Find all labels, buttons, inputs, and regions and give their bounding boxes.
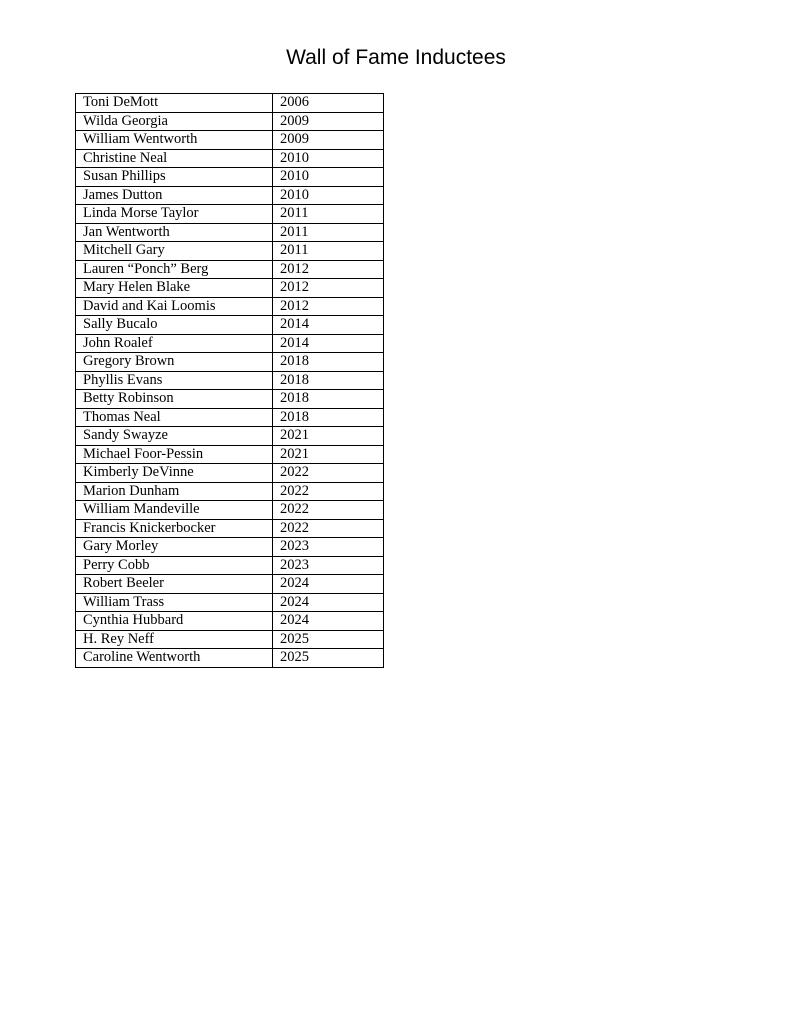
- inductees-table: [75, 93, 384, 668]
- induction-year: 2011: [273, 223, 384, 242]
- page-title: Wall of Fame Inductees: [286, 46, 506, 69]
- induction-year: 2018: [273, 390, 384, 409]
- table-row: [76, 612, 384, 631]
- induction-year: 2014: [273, 334, 384, 353]
- table-row: [76, 112, 384, 131]
- induction-year: 2009: [273, 112, 384, 131]
- table-row: [76, 316, 384, 335]
- induction-year: 2018: [273, 408, 384, 427]
- table-row: [76, 556, 384, 575]
- induction-year: 2025: [273, 649, 384, 668]
- induction-year: 2024: [273, 593, 384, 612]
- inductee-name: Susan Phillips: [76, 168, 273, 187]
- inductee-name: William Trass: [76, 593, 273, 612]
- table-row: [76, 279, 384, 298]
- table-row: [76, 131, 384, 150]
- table-row: [76, 242, 384, 261]
- inductee-name: Robert Beeler: [76, 575, 273, 594]
- table-row: [76, 593, 384, 612]
- induction-year: 2024: [273, 575, 384, 594]
- induction-year: 2012: [273, 260, 384, 279]
- induction-year: 2021: [273, 427, 384, 446]
- table-row: [76, 223, 384, 242]
- table-row: [76, 501, 384, 520]
- induction-year: 2012: [273, 279, 384, 298]
- induction-year: 2022: [273, 482, 384, 501]
- induction-year: 2022: [273, 519, 384, 538]
- table-row: [76, 205, 384, 224]
- inductee-name: Francis Knickerbocker: [76, 519, 273, 538]
- table-row: [76, 390, 384, 409]
- inductee-name: Michael Foor-Pessin: [76, 445, 273, 464]
- inductees-table-body: [76, 94, 384, 668]
- table-row: [76, 445, 384, 464]
- inductee-name: Thomas Neal: [76, 408, 273, 427]
- table-row: [76, 649, 384, 668]
- table-row: [76, 519, 384, 538]
- inductee-name: Cynthia Hubbard: [76, 612, 273, 631]
- induction-year: 2006: [273, 94, 384, 113]
- inductee-name: Linda Morse Taylor: [76, 205, 273, 224]
- induction-year: 2010: [273, 186, 384, 205]
- induction-year: 2014: [273, 316, 384, 335]
- inductee-name: Toni DeMott: [76, 94, 273, 113]
- inductee-name: Phyllis Evans: [76, 371, 273, 390]
- induction-year: 2018: [273, 353, 384, 372]
- table-row: [76, 260, 384, 279]
- inductee-name: Marion Dunham: [76, 482, 273, 501]
- inductee-name: Sally Bucalo: [76, 316, 273, 335]
- induction-year: 2022: [273, 464, 384, 483]
- table-row: [76, 630, 384, 649]
- table-row: [76, 94, 384, 113]
- table-row: [76, 482, 384, 501]
- table-row: [76, 464, 384, 483]
- induction-year: 2009: [273, 131, 384, 150]
- induction-year: 2021: [273, 445, 384, 464]
- inductee-name: Lauren “Ponch” Berg: [76, 260, 273, 279]
- inductee-name: Sandy Swayze: [76, 427, 273, 446]
- inductee-name: Mary Helen Blake: [76, 279, 273, 298]
- inductee-name: Wilda Georgia: [76, 112, 273, 131]
- inductee-name: Kimberly DeVinne: [76, 464, 273, 483]
- induction-year: 2012: [273, 297, 384, 316]
- inductee-name: Gary Morley: [76, 538, 273, 557]
- induction-year: 2025: [273, 630, 384, 649]
- table-row: [76, 427, 384, 446]
- table-row: [76, 149, 384, 168]
- inductee-name: Caroline Wentworth: [76, 649, 273, 668]
- induction-year: 2011: [273, 242, 384, 261]
- induction-year: 2023: [273, 556, 384, 575]
- table-row: [76, 538, 384, 557]
- induction-year: 2022: [273, 501, 384, 520]
- induction-year: 2024: [273, 612, 384, 631]
- inductee-name: Perry Cobb: [76, 556, 273, 575]
- inductee-name: James Dutton: [76, 186, 273, 205]
- table-row: [76, 297, 384, 316]
- inductee-name: Mitchell Gary: [76, 242, 273, 261]
- induction-year: 2023: [273, 538, 384, 557]
- table-row: [76, 334, 384, 353]
- inductee-name: John Roalef: [76, 334, 273, 353]
- inductee-name: H. Rey Neff: [76, 630, 273, 649]
- table-row: [76, 168, 384, 187]
- table-row: [76, 186, 384, 205]
- table-row: [76, 575, 384, 594]
- inductee-name: Betty Robinson: [76, 390, 273, 409]
- inductee-name: Gregory Brown: [76, 353, 273, 372]
- table-row: [76, 353, 384, 372]
- induction-year: 2010: [273, 149, 384, 168]
- inductee-name: William Mandeville: [76, 501, 273, 520]
- inductee-name: Christine Neal: [76, 149, 273, 168]
- induction-year: 2010: [273, 168, 384, 187]
- inductee-name: William Wentworth: [76, 131, 273, 150]
- induction-year: 2018: [273, 371, 384, 390]
- induction-year: 2011: [273, 205, 384, 224]
- table-row: [76, 408, 384, 427]
- inductee-name: David and Kai Loomis: [76, 297, 273, 316]
- inductee-name: Jan Wentworth: [76, 223, 273, 242]
- table-row: [76, 371, 384, 390]
